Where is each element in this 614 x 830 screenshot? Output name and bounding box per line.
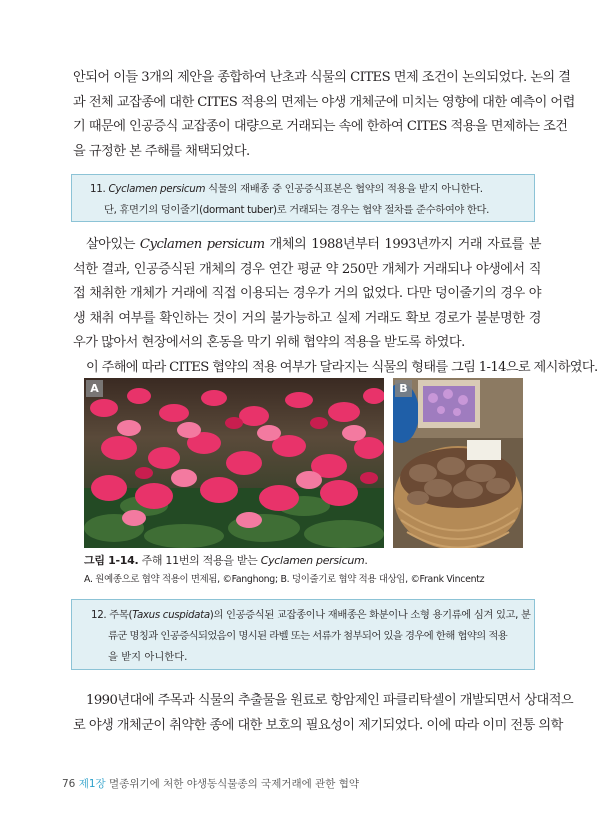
text-line: 과 전체 교잡종에 대한 CITES 적용의 면제는 야생 개체군에 미치는 영향에 대한 예측이 어렵 xyxy=(73,94,575,110)
note-line xyxy=(91,605,534,626)
caption-end: . xyxy=(364,554,368,567)
note-text: 단, 휴면기의 덩이줄기(dormant tuber)로 거래되는 경우는 협약 절차를 준수하여야 한다. xyxy=(104,204,490,216)
photo-cyclamen-tubers xyxy=(393,378,523,548)
species-name: Cyclamen persicum xyxy=(108,183,206,195)
tubers-basket-image xyxy=(393,378,523,548)
caption-title: 그림 1-14. xyxy=(84,554,139,567)
note-line xyxy=(90,200,534,221)
species-name: Cyclamen persicum xyxy=(139,237,265,252)
page-footer xyxy=(62,776,359,791)
figure-caption xyxy=(84,552,368,568)
note-text: 식물의 재배종 중 인공증식표본은 협약의 적용을 받지 아니한다. xyxy=(205,183,483,195)
note-line: 을 받지 아니한다. xyxy=(108,651,188,663)
paragraph-bottom xyxy=(73,689,574,738)
note-line xyxy=(90,179,534,200)
note-line: 류군 명칭과 인공증식되었음이 명시된 라벨 또는 서류가 첨부되어 있을 경우에 한해 협약의 적용 xyxy=(108,630,508,642)
paragraph-body xyxy=(73,233,541,356)
photo-label-b: B xyxy=(395,380,412,397)
species-name: Cyclamen persicum xyxy=(260,554,365,567)
text-line: 1990년대에 주목과 식물의 추출물을 원료로 항암제인 파클리탁셀이 개발되면서 상대적으 xyxy=(86,693,574,708)
photo-label-a: A xyxy=(86,380,103,397)
book-title: 멸종위기에 처한 야생동식물종의 국제거래에 관한 협약 xyxy=(109,778,360,790)
note-text: 12. 주목( xyxy=(91,609,133,621)
cyclamen-flowers-image xyxy=(84,378,384,548)
text-line: 을 규정한 본 주해를 채택되었다. xyxy=(73,143,250,159)
paragraph-last-line: 이 주해에 따라 CITES 협약의 적용 여부가 달라지는 식물의 형태를 그림 1-14으로 제시하였다. xyxy=(86,359,598,375)
species-name: Taxus cuspidata xyxy=(132,609,210,621)
note-box-11 xyxy=(71,174,535,222)
paragraph-middle xyxy=(73,233,598,381)
figure-caption-sub: A. 원예종으로 협약 적용이 면제됨, ©Fanghong; B. 덩이줄기로 협약 적용 대상임, ©Frank Vincentz xyxy=(84,574,485,585)
page-number: 76 xyxy=(62,778,76,790)
paragraph-top xyxy=(73,66,575,164)
text-line: 기 때문에 인공증식 교잡종이 대량으로 거래되는 속에 한하여 CITES 적용을 면제하는 조건 xyxy=(73,119,568,135)
text-span: 살아있는 xyxy=(86,237,140,252)
text-line: 안되어 이들 3개의 제안을 종합하여 난초과 식물의 CITES 면제 조건이 논의되었다. 논의 결 xyxy=(73,70,571,85)
text-span: 개체의 1988년부터 1993년까지 거래 자료를 분석한 결과, 인공증식된 개체의 경우 연간 평균 약 250만 개체가 거래되나 야생에서 직접 채취한 개체가 거래에 직접 이용되는 경우가 거의 없었다. 다만 덩이줄기의 경우 야생 채취 여부를 확인하는 것이 거의 불가능하고 실제 거래도 확보 경로가 불분명한 경우가 많아서 현장에서의 혼동을 막기 위해 협약의 적용을 받도록 하였다. xyxy=(73,237,541,351)
caption-text: 주해 11번의 적용을 받는 xyxy=(138,554,261,567)
text-line: 로 야생 개체군이 취약한 종에 대한 보호의 필요성이 제기되었다. 이에 따라 이미 전통 의학 xyxy=(73,717,563,733)
note-text: )의 인공증식된 교잡종이나 재배종은 화분이나 소형 용기류에 심겨 있고, 분 xyxy=(209,609,531,621)
note-number: 11. xyxy=(90,183,106,195)
photo-cyclamen-flowers xyxy=(84,378,384,548)
chapter-label: 제1장 xyxy=(78,778,106,790)
note-box-12 xyxy=(71,599,535,670)
